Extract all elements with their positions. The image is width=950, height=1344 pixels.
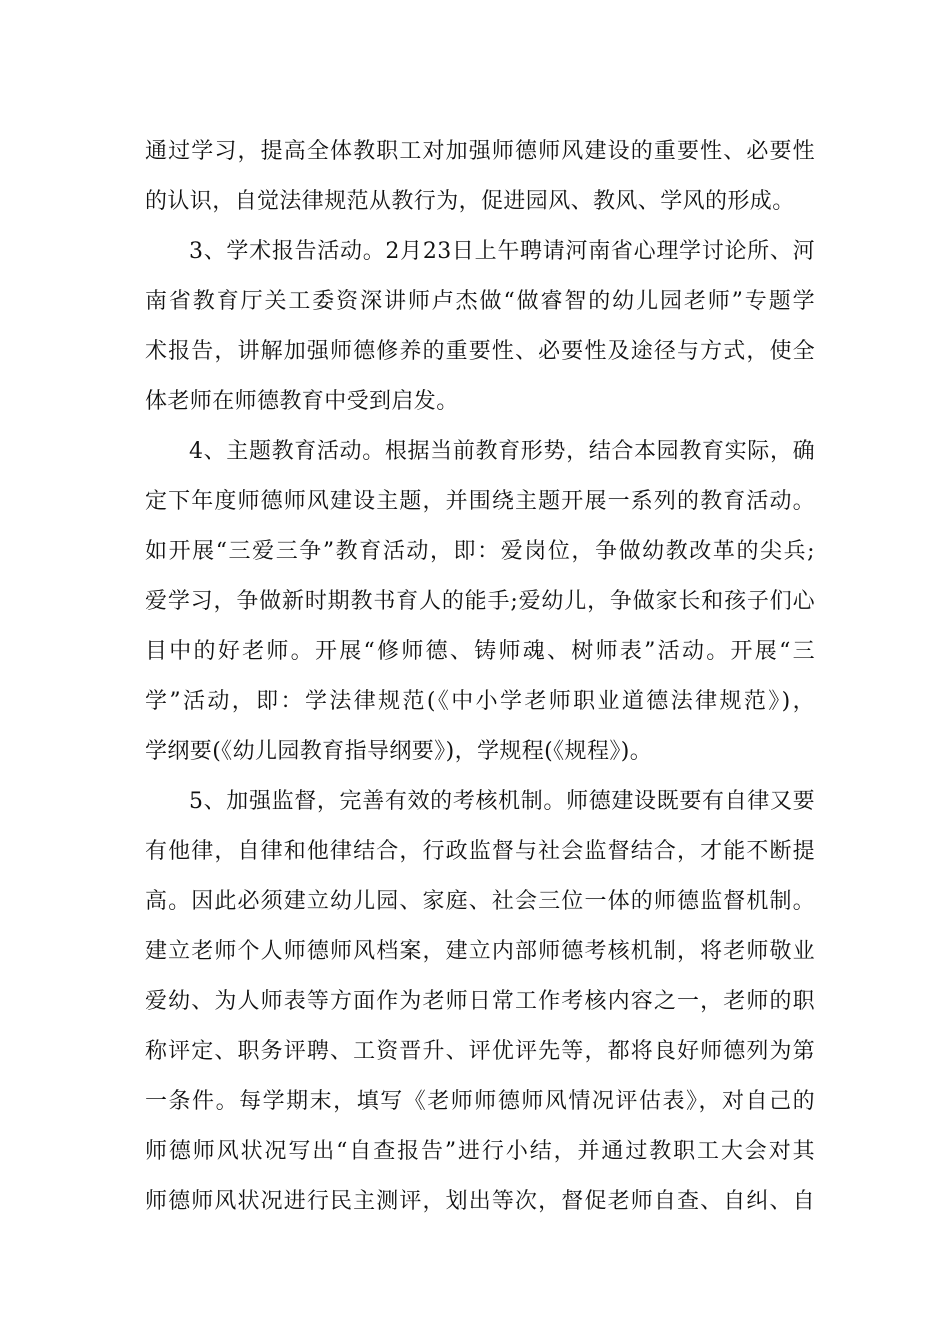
text-line: 学纲要(《幼儿园教育指导纲要》)，学规程(《规程》)。 <box>145 739 653 764</box>
text-line: 定下年度师德师风建设主题，并围绕主题开展一系列的教育活动。 <box>145 489 815 514</box>
text-line: 4、主题教育活动。根据当前教育形势，结合本园教育实际，确 <box>189 439 815 464</box>
text-line: 5、加强监督，完善有效的考核机制。师德建设既要有自律又要 <box>189 789 815 814</box>
text-line: 高。因此必须建立幼儿园、家庭、社会三位一体的师德监督机制。 <box>145 889 815 914</box>
text-line: 南省教育厅关工委资深讲师卢杰做“做睿智的幼儿园老师”专题学 <box>145 289 815 314</box>
text-line: 称评定、职务评聘、工资晋升、评优评先等，都将良好师德列为第 <box>145 1039 815 1064</box>
text-line: 学”活动，即：学法律规范(《中小学老师职业道德法律规范》)， <box>145 689 815 714</box>
text-line: 通过学习，提高全体教职工对加强师德师风建设的重要性、必要性 <box>145 139 815 164</box>
text-line: 体老师在师德教育中受到启发。 <box>145 389 459 414</box>
text-line: 爱幼、为人师表等方面作为老师日常工作考核内容之一，老师的职 <box>145 989 815 1014</box>
text-line: 有他律，自律和他律结合，行政监督与社会监督结合，才能不断提 <box>145 839 815 864</box>
text-line: 师德师风状况进行民主测评，划出等次，督促老师自查、自纠、自 <box>145 1189 815 1214</box>
text-line: 3、学术报告活动。2月23日上午聘请河南省心理学讨论所、河 <box>189 239 815 264</box>
text-line: 的认识，自觉法律规范从教行为，促进园风、教风、学风的形成。 <box>145 189 795 214</box>
text-line: 目中的好老师。开展“修师德、铸师魂、树师表”活动。开展“三 <box>145 639 815 664</box>
text-line: 爱学习，争做新时期教书育人的能手;爱幼儿，争做家长和孩子们心 <box>145 589 815 614</box>
text-line: 术报告，讲解加强师德修养的重要性、必要性及途径与方式，使全 <box>145 339 815 364</box>
text-line: 师德师风状况写出“自查报告”进行小结，并通过教职工大会对其 <box>145 1139 815 1164</box>
text-line: 建立老师个人师德师风档案，建立内部师德考核机制，将老师敬业 <box>145 939 815 964</box>
text-line: 如开展“三爱三争”教育活动，即：爱岗位，争做幼教改革的尖兵; <box>145 539 815 564</box>
text-line: 一条件。每学期末，填写《老师师德师风情况评估表》，对自己的 <box>145 1089 815 1114</box>
